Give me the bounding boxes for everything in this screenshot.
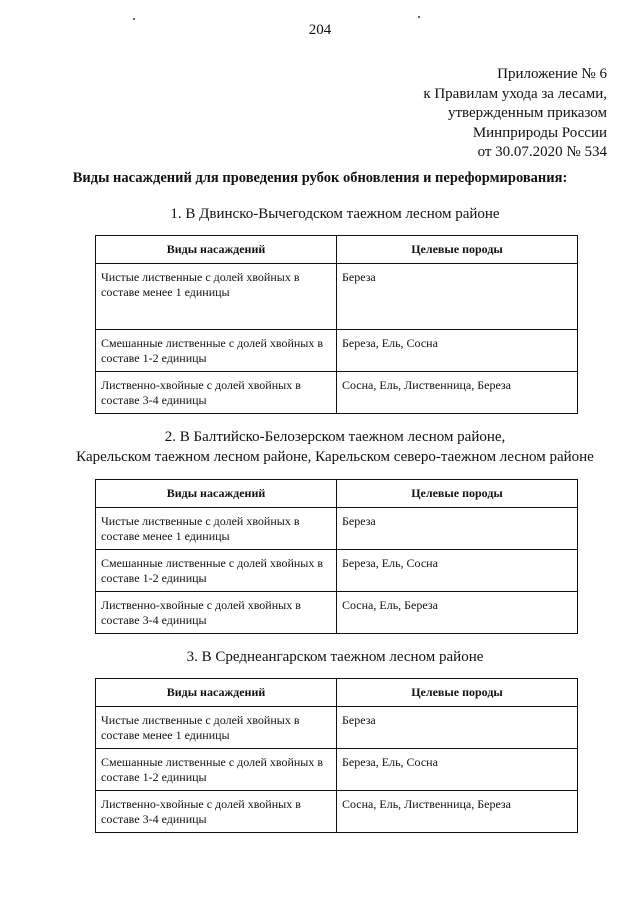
table-header-row (96, 236, 578, 264)
section-2-table (95, 479, 578, 634)
appendix-approved: утвержденным приказом (447, 105, 607, 121)
cell-target-species: Береза, Ель, Сосна (337, 550, 578, 592)
section-3-title: 3. В Среднеангарском таежном лесном районе (186, 649, 484, 665)
section-2-title-line-2: Карельском таежном лесном районе, Карельском северо-таежном лесном районе (76, 449, 594, 465)
appendix-order-date: от 30.07.2020 № 534 (477, 144, 607, 160)
table-header-row (96, 679, 578, 707)
cell-stand-type: Смешанные лиственные с долей хвойных в составе 1-2 единицы (96, 330, 337, 372)
table-row (96, 330, 578, 372)
table-header-row (96, 480, 578, 508)
table-row (96, 592, 578, 634)
page-number: 204 (308, 22, 332, 38)
appendix-rules: к Правилам ухода за лесами, (423, 85, 607, 102)
cell-stand-type: Смешанные лиственные с долей хвойных в составе 1-2 единицы (96, 550, 337, 592)
column-header-types: Виды насаждений (96, 480, 337, 508)
table-row (96, 508, 578, 550)
column-header-types: Виды насаждений (96, 236, 337, 264)
section-2-title (0, 427, 640, 467)
cell-target-species: Сосна, Ель, Лиственница, Береза (337, 372, 578, 414)
cell-target-species: Береза (337, 264, 578, 330)
cell-target-species: Сосна, Ель, Береза (337, 592, 578, 634)
table-row (96, 791, 578, 833)
column-header-target: Целевые породы (337, 236, 578, 264)
cell-stand-type: Чистые лиственные с долей хвойных в составе менее 1 единицы (96, 508, 337, 550)
document-title: Виды насаждений для проведения рубок обновления и переформирования: (72, 170, 568, 186)
cell-target-species: Береза (337, 707, 578, 749)
appendix-number: Приложение № 6 (497, 66, 607, 82)
cell-target-species: Береза (337, 508, 578, 550)
table-row (96, 749, 578, 791)
cell-stand-type: Лиственно-хвойные с долей хвойных в составе 3-4 единицы (96, 592, 337, 634)
scan-speck (133, 18, 135, 20)
cell-target-species: Береза, Ель, Сосна (337, 749, 578, 791)
section-1-title: 1. В Двинско-Вычегодском таежном лесном районе (170, 206, 500, 222)
table-row (96, 264, 578, 330)
section-2-title-line-1: 2. В Балтийско-Белозерском таежном лесном районе, (164, 429, 506, 445)
table-row (96, 550, 578, 592)
cell-target-species: Сосна, Ель, Лиственница, Береза (337, 791, 578, 833)
cell-stand-type: Чистые лиственные с долей хвойных в составе менее 1 единицы (96, 707, 337, 749)
section-1-table (95, 235, 578, 414)
scan-speck (418, 16, 420, 18)
cell-target-species: Береза, Ель, Сосна (337, 330, 578, 372)
appendix-block (423, 65, 607, 163)
cell-stand-type: Чистые лиственные с долей хвойных в составе менее 1 единицы (96, 264, 337, 330)
cell-stand-type: Смешанные лиственные с долей хвойных в составе 1-2 единицы (96, 749, 337, 791)
cell-stand-type: Лиственно-хвойные с долей хвойных в составе 3-4 единицы (96, 372, 337, 414)
column-header-target: Целевые породы (337, 679, 578, 707)
column-header-target: Целевые породы (337, 480, 578, 508)
column-header-types: Виды насаждений (96, 679, 337, 707)
appendix-ministry: Минприроды России (472, 124, 607, 141)
section-3-table (95, 678, 578, 833)
table-row (96, 372, 578, 414)
table-row (96, 707, 578, 749)
cell-stand-type: Лиственно-хвойные с долей хвойных в составе 3-4 единицы (96, 791, 337, 833)
